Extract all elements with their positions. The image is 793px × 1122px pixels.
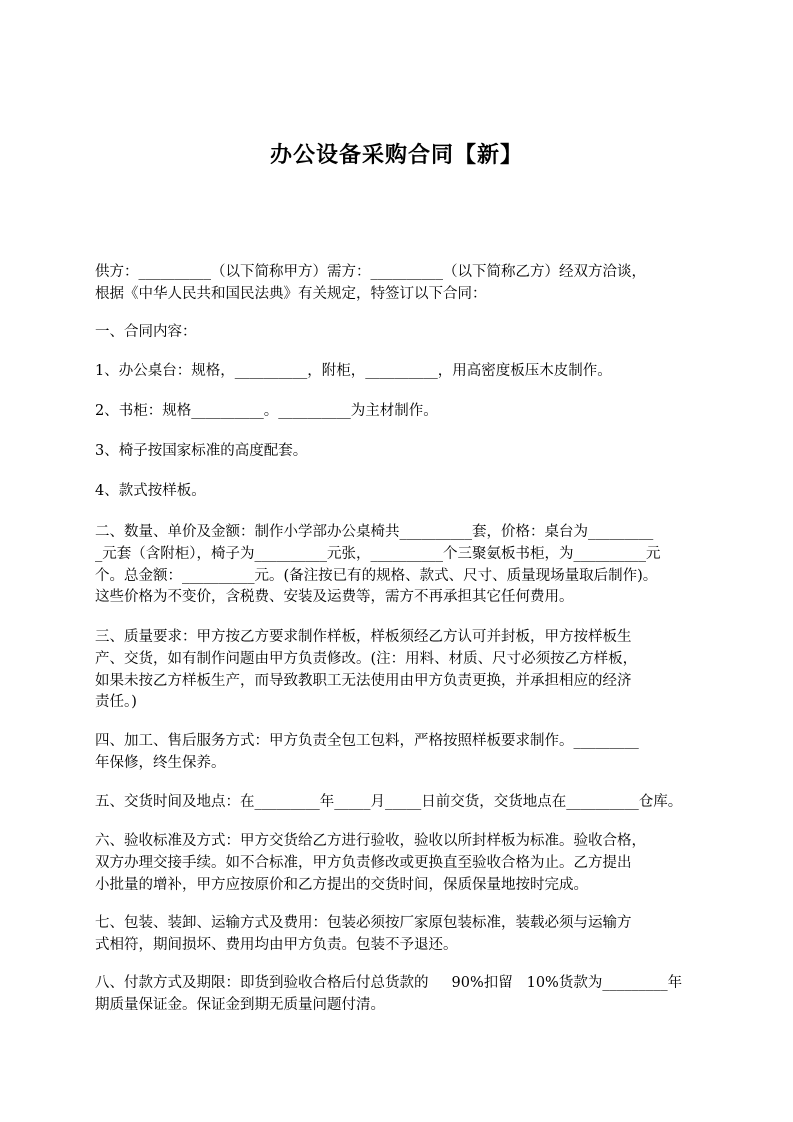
text-line: 个。总金额：__________元。(备注按已有的规格、款式、尺寸、质量现场量取后制作)。: [95, 568, 658, 584]
text-line: 式相符，期间损坏、费用均由甲方负责。包装不予退还。: [95, 937, 458, 953]
text-line: 二、数量、单价及金额：制作小学部办公桌椅共__________套，价格：桌台为_________: [95, 524, 654, 540]
text-line: 期质量保证金。保证金到期无质量问题付清。: [95, 997, 385, 1013]
text-line: 如果未按乙方样板生产，而导致教职工无法使用由甲方负责更换，并承担相应的经济: [95, 673, 632, 689]
document-title: 办公设备采购合同【新】: [269, 143, 523, 168]
text-line: 这些价格为不变价，含税费、安装及运费等，需方不再承担其它任何费用。: [95, 589, 574, 605]
text-line: 根据《中华人民共和国民法典》有关规定，特签订以下合同：: [95, 286, 487, 302]
text-line: 双方办理交接手续。如不合标准，甲方负责修改或更换直至验收合格为止。乙方提出: [95, 855, 632, 871]
text-line: 小批量的增补，甲方应按原价和乙方提出的交货时间，保质保量地按时完成。: [95, 877, 588, 893]
text-line: 七、包装、装卸、运输方式及费用：包装必须按厂家原包装标准，装载必须与运输方: [95, 915, 632, 931]
text-line: 四、加工、售后服务方式：甲方负责全包工包料，严格按照样板要求制作。_________: [95, 733, 639, 749]
text-line: 4、款式按样板。: [95, 483, 206, 499]
text-line: 1、办公桌台：规格，__________，附柜，__________，用高密度板压木皮制作。: [95, 363, 612, 379]
text-line: 八、付款方式及期限：即货到验收合格后付总货款的 90%扣留 10%货款为_________年: [95, 975, 683, 991]
text-line: 2、书柜：规格__________。__________为主材制作。: [95, 403, 438, 419]
text-line: 3、椅子按国家标准的高度配套。: [95, 443, 308, 459]
text-line: 年保修，终生保养。: [95, 755, 226, 771]
section-heading: 一、合同内容：: [95, 324, 197, 340]
text-line: 责任。): [95, 694, 137, 710]
text-line: 六、验收标准及方式：甲方交货给乙方进行验收，验收以所封样板为标准。验收合格，: [95, 833, 646, 849]
text-line: 三、质量要求：甲方按乙方要求制作样板，样板须经乙方认可并封板，甲方按样板生: [95, 629, 632, 645]
text-line: 供方：__________（以下简称甲方）需方：__________（以下简称乙方）经双方洽谈，: [95, 264, 646, 280]
text-line: 五、交货时间及地点：在_________年_____月_____日前交货，交货地点在__________仓库。: [95, 794, 683, 810]
text-line: _元套（含附柜），椅子为__________元张，__________个三聚氨板书柜，为__________元: [95, 546, 661, 562]
text-line: 产、交货，如有制作问题由甲方负责修改。(注：用料、材质、尺寸必须按乙方样板，: [95, 651, 638, 667]
